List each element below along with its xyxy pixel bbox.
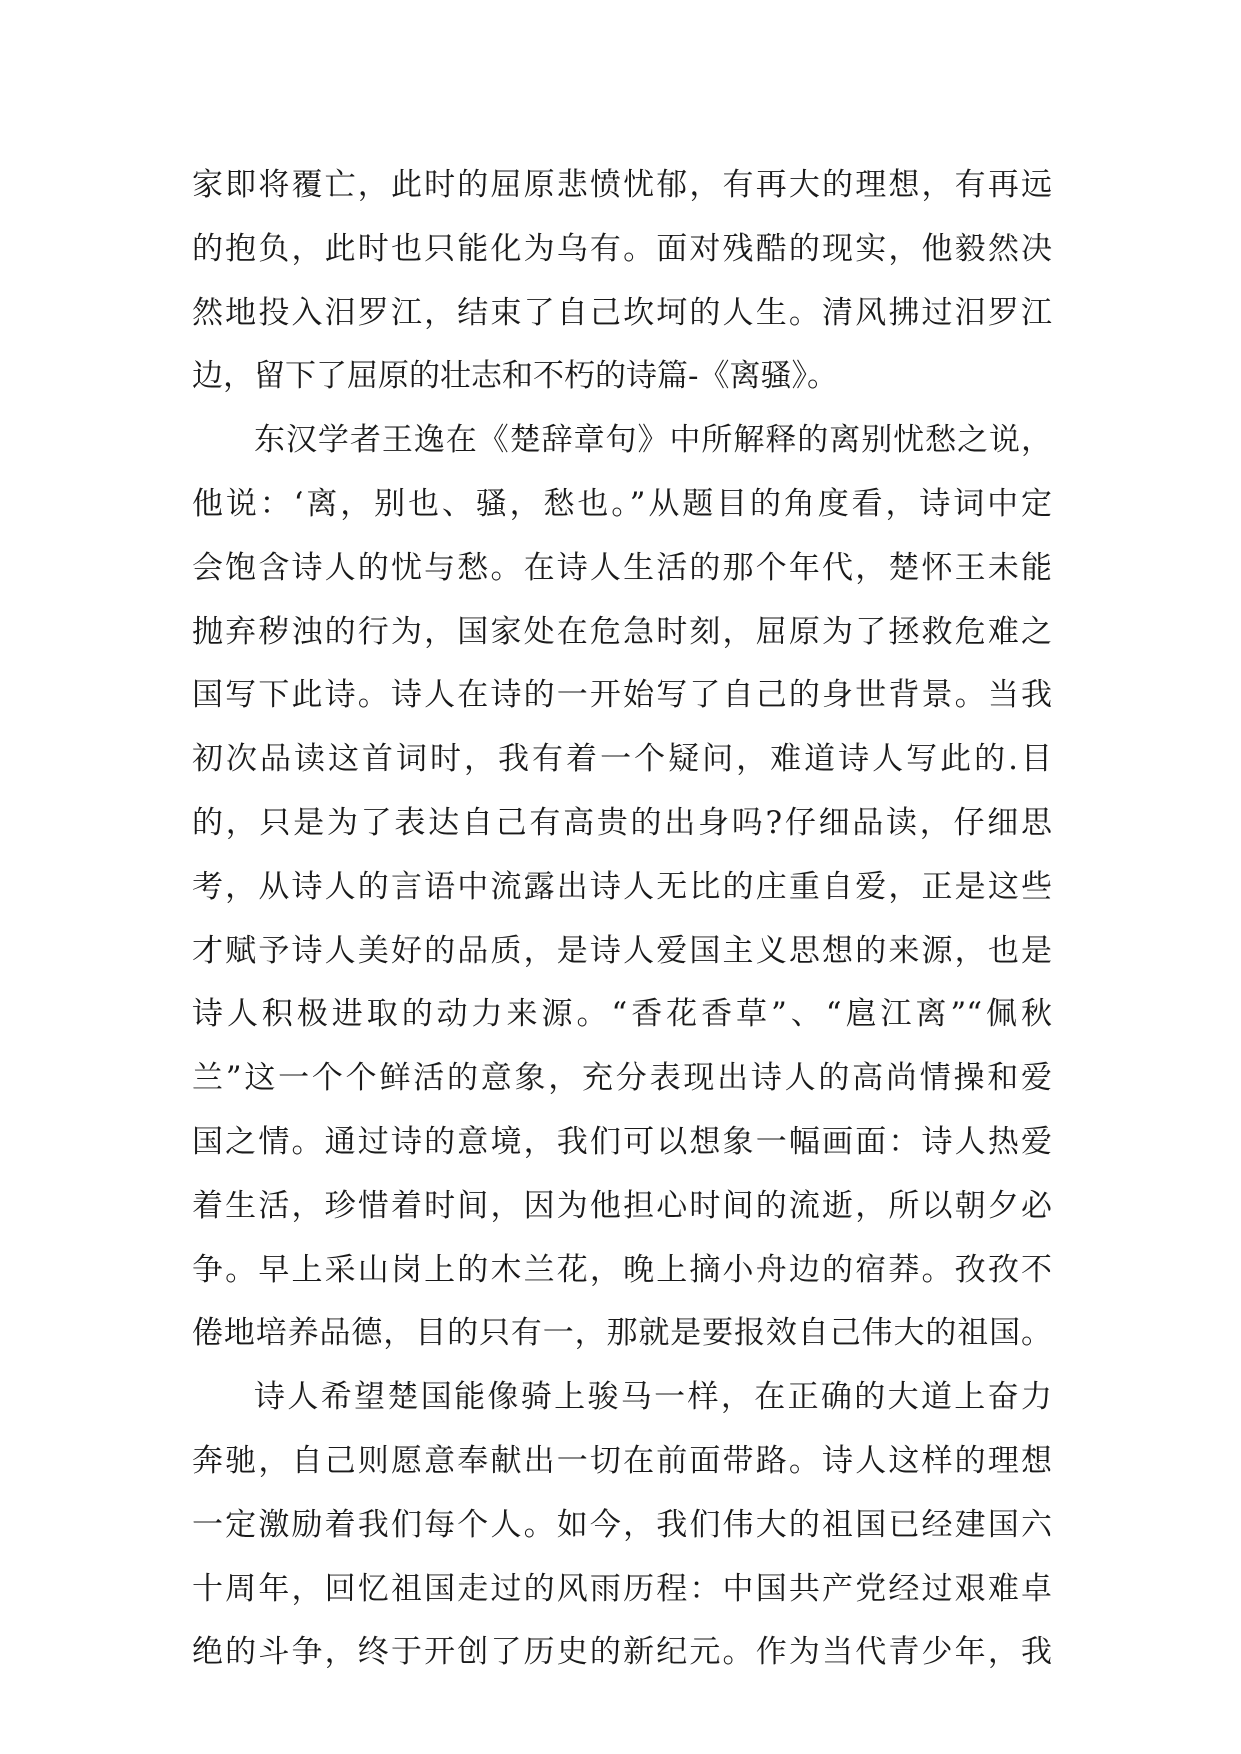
text-line: 考，从诗人的言语中流露出诗人无比的庄重自爱，正是这些 <box>192 868 1052 905</box>
text-line: 倦地培养品德，目的只有一，那就是要报效自己伟大的祖国。 <box>192 1315 1052 1352</box>
text-line: 才赋予诗人美好的品质，是诗人爱国主义思想的来源，也是 <box>192 932 1052 969</box>
text-line: 着生活，珍惜着时间，因为他担心时间的流逝，所以朝夕必 <box>192 1187 1052 1224</box>
text-line: 兰”这一个个鲜活的意象，充分表现出诗人的高尚情操和爱 <box>192 1060 1052 1097</box>
text-line: 国之情。通过诗的意境，我们可以想象一幅画面：诗人热爱 <box>192 1123 1052 1160</box>
text-line: 会饱含诗人的忧与愁。在诗人生活的那个年代，楚怀王未能 <box>192 549 1052 586</box>
text-line: 诗人积极进取的动力来源。“香花香草”、“扈江离”“佩秋 <box>192 996 1052 1033</box>
text-line: 绝的斗争，终于开创了历史的新纪元。作为当代青少年，我 <box>192 1634 1052 1671</box>
text-line: 初次品读这首词时，我有着一个疑问，难道诗人写此的.目 <box>192 741 1052 778</box>
text-line: 抛弃秽浊的行为，国家处在危急时刻，屈原为了拯救危难之 <box>192 613 1052 650</box>
text-line: 然地投入汨罗江，结束了自己坎坷的人生。清风拂过汨罗江 <box>192 294 1052 331</box>
paragraph-first-line: 东汉学者王逸在《楚辞章句》中所解释的离别忧愁之说， <box>254 422 1052 459</box>
body-text <box>192 154 1052 1685</box>
text-line: 奔驰，自己则愿意奉献出一切在前面带路。诗人这样的理想 <box>192 1442 1052 1479</box>
text-line: 的，只是为了表达自己有高贵的出身吗?仔细品读，仔细思 <box>192 804 1052 841</box>
text-line: 家即将覆亡，此时的屈原悲愤忧郁，有再大的理想，有再远 <box>192 167 1052 203</box>
text-line: 争。早上采山岗上的木兰花，晚上摘小舟边的宿莽。孜孜不 <box>192 1251 1052 1288</box>
text-line: 一定激励着我们每个人。如今，我们伟大的祖国已经建国六 <box>192 1506 1052 1543</box>
text-line: 国写下此诗。诗人在诗的一开始写了自己的身世背景。当我 <box>192 677 1052 714</box>
text-line: 边，留下了屈原的壮志和不朽的诗篇-《离骚》。 <box>192 358 838 395</box>
text-line: 十周年，回忆祖国走过的风雨历程：中国共产党经过艰难卓 <box>192 1570 1052 1607</box>
paragraph-first-line: 诗人希望楚国能像骑上骏马一样，在正确的大道上奋力 <box>254 1379 1052 1416</box>
text-line: 的抱负，此时也只能化为乌有。面对残酷的现实，他毅然决 <box>192 230 1052 267</box>
text-line: 他说：‘离，别也、骚，愁也。”从题目的角度看，诗词中定 <box>192 485 1052 522</box>
